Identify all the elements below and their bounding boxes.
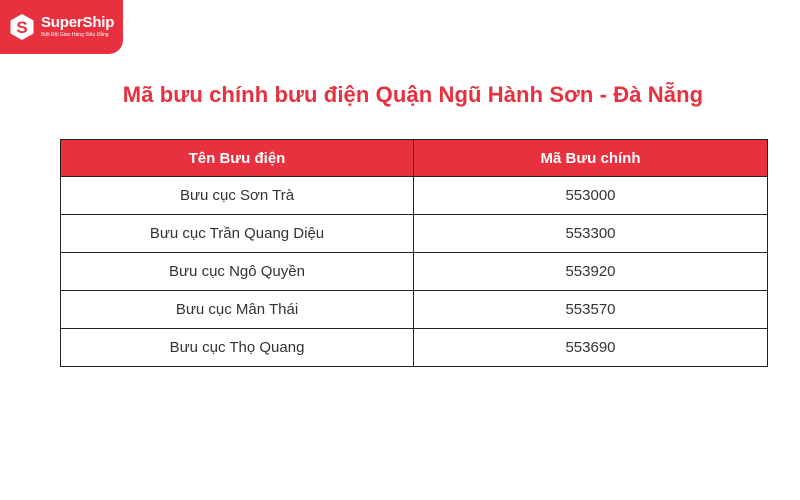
postal-code-cell: 553000 (414, 177, 768, 215)
table-row (61, 329, 768, 367)
column-header-post-office: Tên Bưu điện (61, 140, 414, 177)
table-row (61, 291, 768, 329)
supership-s-hexagon-icon (8, 13, 36, 41)
column-header-postal-code: Mã Bưu chính (414, 140, 768, 177)
post-office-name-cell: Bưu cục Trần Quang Diệu (61, 215, 414, 253)
post-office-name-cell: Bưu cục Ngô Quyền (61, 253, 414, 291)
postal-code-cell: 553920 (414, 253, 768, 291)
post-office-name-cell: Bưu cục Sơn Trà (61, 177, 414, 215)
table-row (61, 253, 768, 291)
post-office-name-cell: Bưu cục Mân Thái (61, 291, 414, 329)
table-row (61, 215, 768, 253)
postal-code-cell: 553690 (414, 329, 768, 367)
post-office-name-cell: Bưu cục Thọ Quang (61, 329, 414, 367)
logo-name: SuperShip (41, 14, 115, 31)
postal-code-table (60, 139, 768, 367)
postal-code-cell: 553570 (414, 291, 768, 329)
supership-logo[interactable] (0, 0, 123, 54)
page-title: Mã bưu chính bưu điện Quận Ngũ Hành Sơn - Đà Nẵng (122, 82, 704, 107)
table-row (61, 177, 768, 215)
logo-tagline: Biệt Đội Giao Hàng Siêu Đẳng (41, 32, 109, 38)
logo-text-block (41, 15, 114, 39)
postal-code-cell: 553300 (414, 215, 768, 253)
svg-text:S: S (16, 18, 28, 37)
table-header-row (61, 140, 768, 177)
